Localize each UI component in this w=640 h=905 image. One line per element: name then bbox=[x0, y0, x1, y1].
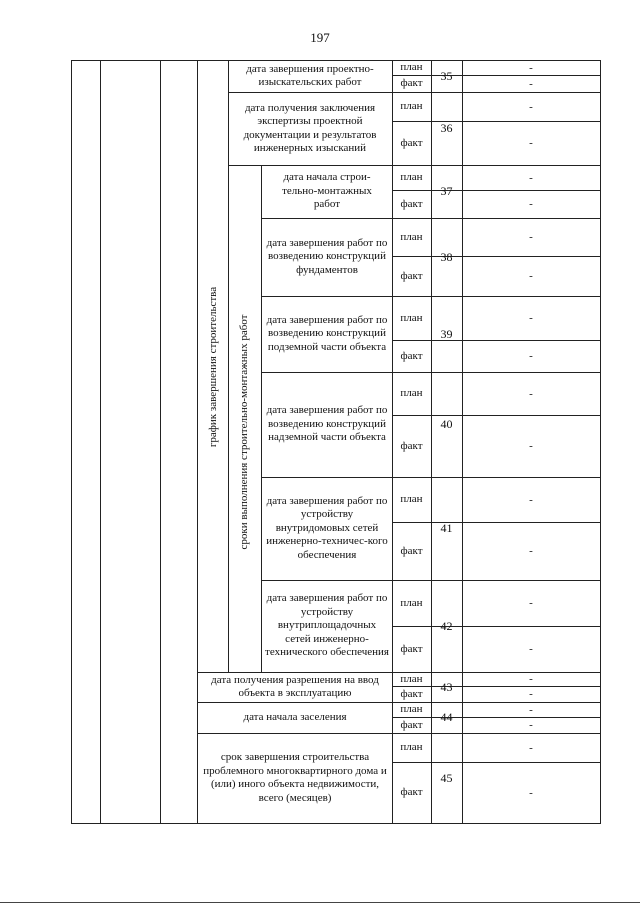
row-label-36: дата получения заключения экспертизы проектной документации и результатов инженерных изысканий bbox=[243, 101, 377, 154]
fact-label-42: факт bbox=[400, 642, 423, 655]
fact-label-35: факт bbox=[400, 77, 423, 89]
row-label-45: срок завершения строительства проблемного многоквартирного дома и (или) иного объекта недвижимости, всего (месяцев) bbox=[203, 751, 387, 804]
plan-value-42: - bbox=[529, 597, 533, 609]
plan-value-38: - bbox=[529, 231, 533, 243]
fact-value-38: - bbox=[529, 270, 533, 282]
plan-label-43: план bbox=[400, 672, 423, 685]
row-number-40: 40 bbox=[440, 417, 453, 431]
plan-label-38: план bbox=[400, 230, 423, 243]
plan-label-44: план bbox=[400, 703, 423, 715]
plan-value-35: - bbox=[529, 61, 533, 74]
plan-label-41: план bbox=[400, 493, 423, 505]
fact-value-44: - bbox=[529, 719, 533, 731]
fact-value-42: - bbox=[529, 643, 533, 655]
fact-value-39: - bbox=[529, 350, 533, 362]
fact-value-37: - bbox=[529, 198, 533, 210]
row-number-36: 36 bbox=[440, 121, 453, 135]
plan-value-44: - bbox=[529, 703, 533, 716]
plan-value-41: - bbox=[529, 493, 533, 506]
row-label-35: дата завершения проектно-изыскательских работ bbox=[246, 62, 374, 88]
row-label-37: дата начала строи-тельно-монтажных работ bbox=[282, 171, 372, 211]
plan-value-43: - bbox=[529, 673, 533, 685]
fact-value-41: - bbox=[529, 545, 533, 557]
fact-value-43: - bbox=[529, 688, 533, 700]
plan-value-37: - bbox=[529, 171, 533, 184]
plan-label-37: план bbox=[400, 171, 423, 183]
fact-label-41: факт bbox=[400, 544, 423, 557]
plan-value-39: - bbox=[529, 312, 533, 324]
fact-value-40: - bbox=[529, 440, 533, 452]
plan-value-40: - bbox=[529, 387, 533, 400]
row-label-41: дата завершения работ по устройству внутридомовых сетей инженерно-техничес-кого обеспечения bbox=[266, 494, 388, 561]
row-label-38: дата завершения работ по возведению конструкций фундаментов bbox=[266, 236, 388, 276]
fact-value-36: - bbox=[529, 137, 533, 149]
plan-label-39: план bbox=[400, 311, 423, 324]
construction-schedule-label: график завершения строительства bbox=[207, 286, 219, 448]
fact-value-35: - bbox=[529, 77, 533, 90]
row-number-43: 43 bbox=[440, 679, 453, 694]
row-number-41: 41 bbox=[440, 521, 453, 535]
row-label-40: дата завершения работ по возведению конструкций надземной части объекта bbox=[266, 404, 388, 444]
row-number-38: 38 bbox=[440, 249, 453, 264]
plan-label-42: план bbox=[400, 596, 423, 609]
row-label-44: дата начала заселения bbox=[243, 710, 347, 723]
fact-label-45: факт bbox=[400, 786, 423, 798]
fact-value-45: - bbox=[529, 786, 533, 799]
plan-value-36: - bbox=[529, 100, 533, 113]
plan-value-45: - bbox=[529, 741, 533, 754]
row-number-39: 39 bbox=[440, 326, 453, 341]
plan-label-45: план bbox=[400, 741, 423, 753]
row-number-35: 35 bbox=[440, 68, 453, 83]
row-number-42: 42 bbox=[440, 618, 453, 633]
plan-label-35: план bbox=[400, 61, 423, 73]
row-number-44: 44 bbox=[440, 710, 453, 724]
row-number-45: 45 bbox=[440, 770, 453, 785]
fact-label-39: факт bbox=[400, 349, 423, 362]
fact-label-40: факт bbox=[400, 439, 423, 452]
row-label-39: дата завершения работ по возведению конструкций подземной части объекта bbox=[266, 313, 388, 353]
fact-label-43: факт bbox=[400, 687, 423, 700]
row-label-42: дата завершения работ по устройству внутриплощадочных сетей инженерно-технического обеспечения bbox=[265, 592, 389, 659]
page-bottom-rule bbox=[0, 902, 640, 903]
row-label-43: дата получения разрешения на ввод объекта в эксплуатацию bbox=[211, 673, 379, 699]
plan-label-36: план bbox=[400, 100, 423, 112]
fact-label-44: факт bbox=[400, 718, 423, 731]
fact-label-36: факт bbox=[400, 136, 423, 149]
fact-label-38: факт bbox=[400, 269, 423, 282]
fact-label-37: факт bbox=[400, 197, 423, 210]
row-number-37: 37 bbox=[440, 184, 453, 198]
plan-label-40: план bbox=[400, 387, 423, 399]
page-number: 197 bbox=[310, 30, 330, 45]
construction-works-terms-label: сроки выполнения строительно-монтажных работ bbox=[238, 314, 250, 550]
